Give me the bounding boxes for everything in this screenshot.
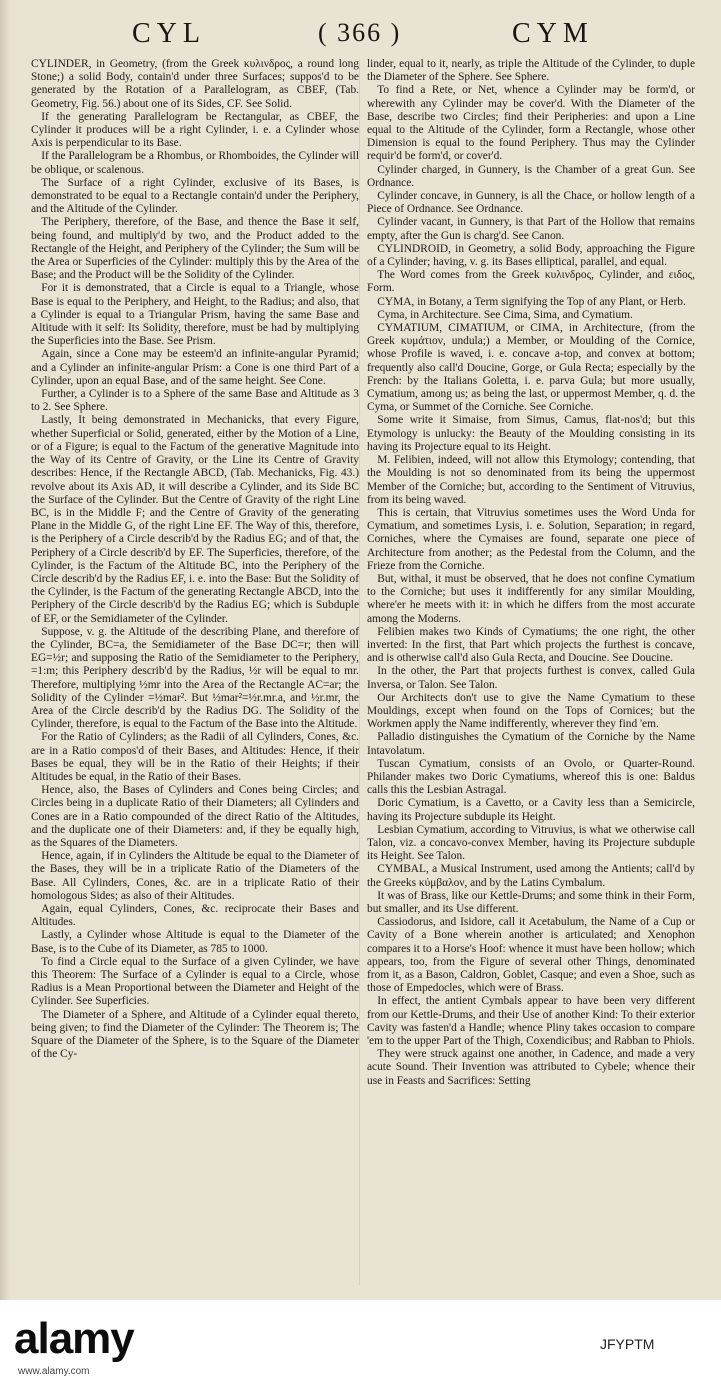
paragraph: Felibien makes two Kinds of Cymatiums; the one right, the other inverted: In the first, that Part which projects the furthest is concave, and is otherwise call'd also Gula Recta, and Doucine. See Doucine. (367, 625, 695, 665)
paragraph: linder, equal to it, nearly, as triple the Altitude of the Cylinder, to duple the Diameter of the Sphere. See Sphere. (367, 58, 695, 84)
paragraph: CYMATIUM, CIMATIUM, or CIMA, in Architecture, (from the Greek κυμάτιον, undula;) a Member, or Moulding of the Cornice, whose Profile is waved, i. e. concave a-top, and convex at bottom; frequently also call'd Doucine, Gorge, or Gula Recta; especially by the French: by the Italians Goletta, i. e. parva Gula; but more usually, Cymatium, among us; as being the last, or uppermost Member, q. d. the Cyma, or Summet of the Corniche. See Corniche. (367, 322, 695, 414)
paragraph: In the other, the Part that projects furthest is convex, called Gula Inversa, or Talon. See Talon. (367, 665, 695, 691)
paragraph: Cylinder concave, in Gunnery, is all the Chace, or hollow length of a Piece of Ordnance. See Ordnance. (367, 190, 695, 216)
paragraph: CYLINDROID, in Geometry, a solid Body, approaching the Figure of a Cylinder; having, v. g. its Bases elliptical, parallel, and equal. (367, 242, 695, 269)
paragraph: Further, a Cylinder is to a Sphere of the same Base and Altitude as 3 to 2. See Sphere. (31, 388, 359, 414)
paragraph: To find a Rete, or Net, whence a Cylinder may be form'd, or wherewith any Cylinder may be cover'd. With the Diameter of the Base, describe two Circles; find their Peripheries: and upon a Line equal to the Altitude of the Cylinder, form a Rectangle, whose other Dimension is equal to the found Periphery. Thus may the Cylinder requir'd be form'd, or cover'd. (367, 84, 695, 163)
paragraph: For it is demonstrated, that a Circle is equal to a Triangle, whose Base is equal to the Periphery, and Height, to the Radius; and also, that a Cylinder is equal to a Triangular Prism, having the same Base and Altitude with it self: Its Solidity, therefore, must be had by multiplying the Superficies into the Base. See Prism. (31, 282, 359, 348)
paragraph: Cyma, in Architecture. See Cima, Sima, and Cymatium. (377, 308, 633, 321)
paragraph: Lesbian Cymatium, according to Vitruvius, is what we otherwise call Talon, viz. a concavo-convex Member, having its Projecture subduple its Height. See Talon. (367, 823, 695, 863)
paragraph: Again, equal Cylinders, Cones, &c. reciprocate their Bases and Altitudes. (31, 903, 359, 929)
column-gutter (359, 60, 360, 1285)
paragraph: Our Architects don't use to give the Name Cymatium to these Mouldings, except when found on the Tops of Cornices; but the Workmen apply the Name indifferently, wherever they find 'em. (367, 691, 695, 731)
paragraph: CYLINDER, in Geometry, (from the Greek κυλινδρος, a round long Stone;) a solid Body, contain'd under three Surfaces; suppos'd to be generated by the Rotation of a Parallelogram, as CBEF, (Tab. Geometry, Fig. 56.) about one of its Sides, CF. See Solid. (31, 58, 359, 110)
paragraph: But, withal, it must be observed, that he does not confine Cymatium to the Corniche; but uses it indifferently for any similar Moulding, where'er he meets with it: in which he differs from the most accurate among the Moderns. (367, 572, 695, 625)
header-right-word: CYM (512, 18, 594, 49)
paragraph: Lastly, It being demonstrated in Mechanicks, that every Figure, whether Superficial or Solid, generated, either by the Motion of a Line, or of a Figure; is equal to the Factum of the generative Magnitude into the Way of its Centre of Gravity, or the Line its Centre of Gravity describes: Hence, if the Rectangle ABCD, (Tab. Mechanicks, Fig. 43.) revolve about its Axis AD, it will describe a Cylinder, and its Side BC the Surface of the Cylinder. But the Centre of Gravity of the right Line BC, is in the Middle F; and the Centre of Gravity of the generating Plane in the Middle G, of the right Line EF. The Way of this, therefore, is the Periphery of a Circle describ'd by the Radius EG; and of that, the Periphery of a Circle describ'd by EF. The Superficies, therefore, of the Cylinder, is the Factum of the Altitude BC, into the Periphery of the Circle describ'd by the Radius EF, i. e. into the Base: But the Solidity of the Cylinder, is the Factum of the generating Rectangle ABCD, into the Periphery of the Circle describ'd by the Radius EG; which is Subduple of EF, or the Semidiameter of the Cylinder. (31, 414, 359, 625)
left-column (31, 58, 359, 1288)
paragraph: If the Parallelogram be a Rhombus, or Rhomboides, the Cylinder will be oblique, or scalenous. (31, 150, 359, 176)
paragraph: Suppose, v. g. the Altitude of the describing Plane, and therefore of the Cylinder, BC=a, the Semidiameter of the Base DC=r; then will EG=½r; and supposing the Ratio of the Semidiameter to the Periphery, =1:m; this Periphery describ'd by the Radius, ½r will be equal to mr. Therefore, multiplying ½mr into the Area of the Rectangle AC=ar; the Solidity of the Cylinder =½mar². But ½mar²=½r.mr.a, and ½r.mr, the Area of the Circle describ'd by the Radius DG. The Solidity of the Cylinder, therefore, is equal to the Factum of the Base into the Altitude. (31, 625, 359, 731)
running-header (0, 18, 721, 58)
paragraph: It was of Brass, like our Kettle-Drums; and some think in their Form, but smaller, and its Use different. (367, 889, 695, 915)
paragraph: Cassiodorus, and Isidore, call it Acetabulum, the Name of a Cup or Cavity of a Bone wherein another is articulated; and Xenophon compares it to a Horse's Hoof: whence it must have been hollow; which appears, too, from the Figure of several other Things, denominated from it, as a Bason, Caldron, Goblet, Casque; and even a Shoe, such as those of Empedocles, which were of Brass. (367, 916, 695, 995)
paragraph: Again, since a Cone may be esteem'd an infinite-angular Pyramid; and a Cylinder an infinite-angular Prism: a Cone is one third Part of a Cylinder, upon an equal Base, and of the same height. See Cone. (31, 348, 359, 387)
paragraph: Doric Cymatium, is a Cavetto, or a Cavity less than a Semicircle, having its Projecture subduple its Height. (367, 797, 695, 823)
paragraph: Hence, also, the Bases of Cylinders and Cones being Circles; and Circles being in a duplicate Ratio of their Diameters; all Cylinders and Cones are in a Ratio compounded of the direct Ratio of the Altitudes, and the duplicate one of their Diameters: and, if they be equally high, as the Squares of the Diameters. (31, 784, 359, 849)
paragraph: The Word comes from the Greek κυλινδρος, Cylinder, and ειδος, Form. (367, 269, 695, 295)
paragraph: Tuscan Cymatium, consists of an Ovolo, or Quarter-Round. Philander makes two Doric Cymatiums, whereof this is one: Baldus calls this the Lesbian Astragal. (367, 757, 695, 797)
header-left-word: CYL (132, 18, 206, 49)
paragraph: If the generating Parallelogram be Rectangular, as CBEF, the Cylinder it produces will be a right Cylinder, i. e. a Cylinder whose Axis is perpendicular to its Base. (31, 110, 359, 150)
paragraph: Palladio distinguishes the Cymatium of the Corniche by the Name Intavolatum. (367, 731, 695, 757)
paragraph: Cylinder charged, in Gunnery, is the Chamber of a great Gun. See Ordnance. (367, 163, 695, 189)
paragraph: CYMBAL, a Musical Instrument, used among the Antients; call'd by the Greeks κύμβαλον, and by the Latins Cymbalum. (367, 863, 695, 889)
paragraph: M. Felibien, indeed, will not allow this Etymology; contending, that the Moulding is not so denominated from its being the uppermost Member of the Corniche; but, according to the Sentiment of Vitruvius, from its being waved. (367, 454, 695, 506)
page-fold-shadow (0, 0, 10, 1300)
paragraph: Cylinder vacant, in Gunnery, is that Part of the Hollow that remains empty, after the Gun is charg'd. See Canon. (367, 216, 695, 242)
image-id: JFYPTM (600, 1336, 655, 1352)
paragraph: Hence, again, if in Cylinders the Altitude be equal to the Diameter of the Bases, they will be in a triplicate Ratio of the Diameters of the Base. All Cylinders, Cones, &c. are in a triplicate Ratio of their homologous Sides; as also of their Altitudes. (31, 850, 359, 902)
paragraph: The Diameter of a Sphere, and Altitude of a Cylinder equal thereto, being given; to find the Diameter of the Cylinder: The Theorem is; The Square of the Diameter of the Sphere, is to the Square of the Diameter of the Cy- (31, 1008, 359, 1061)
paragraph: In effect, the antient Cymbals appear to have been very different from our Kettle-Drums, and their Use of another Kind: To their exterior Cavity was fasten'd a Handle; whence Pliny takes occasion to compare 'em to the upper Part of the Thigh, Coxendicibus; and Rabban to Phiols. (367, 995, 695, 1048)
paragraph: For the Ratio of Cylinders; as the Radii of all Cylinders, Cones, &c. are in a Ratio compos'd of their Bases, and Altitudes: Hence, if their Bases be equal, they will be in the Ratio of their Heights; if their Altitudes be equal, in the Ratio of their Bases. (31, 731, 359, 783)
paragraph: CYMA, in Botany, a Term signifying the Top of any Plant, or Herb. (377, 295, 686, 308)
right-column (367, 58, 695, 1288)
paragraph: To find a Circle equal to the Surface of a given Cylinder, we have this Theorem: The Surface of a Cylinder is equal to a Circle, whose Radius is a Mean Proportional between the Diameter and Height of the Cylinder. See Superficies. (31, 955, 359, 1008)
paragraph: This is certain, that Vitruvius sometimes uses the Word Unda for Cymatium, and sometimes Lysis, i. e. Solution, Separation; in regard, Corniches, where the Cymaises are found, separate one piece of Architecture from another; as the Pedestal from the Column, and the Frieze from the Corniche. (367, 506, 695, 572)
page-number: ( 366 ) (318, 18, 402, 47)
paragraph: Lastly, a Cylinder whose Altitude is equal to the Diameter of the Base, is to the Cube of its Diameter, as 785 to 1000. (31, 929, 359, 955)
paragraph: Some write it Simaise, from Simus, Camus, flat-nos'd; but this Etymology is unlucky: the Beauty of the Moulding consisting in its having its Projecture equal to its Height. (367, 414, 695, 453)
watermark-url: www.alamy.com (18, 1366, 90, 1377)
paragraph: They were struck against one another, in Cadence, and made a very acute Sound. Their Invention was attributed to Cybele; whence their use in Feasts and Sacrifices: Setting (367, 1048, 695, 1087)
alamy-logo: alamy (14, 1314, 134, 1363)
paragraph: The Periphery, therefore, of the Base, and thence the Base it self, being found, and multiply'd by two, and the Product added to the Rectangle of the Height, and Periphery of the Cylinder; the Sum will be the Area or Superficies of the Cylinder: multiply this by the Area of the Base; and the Product will be the Solidity of the Cylinder. (31, 216, 359, 282)
paragraph: The Surface of a right Cylinder, exclusive of its Bases, is demonstrated to be equal to a Rectangle contain'd under the Periphery, and the Altitude of the Cylinder. (31, 176, 359, 216)
